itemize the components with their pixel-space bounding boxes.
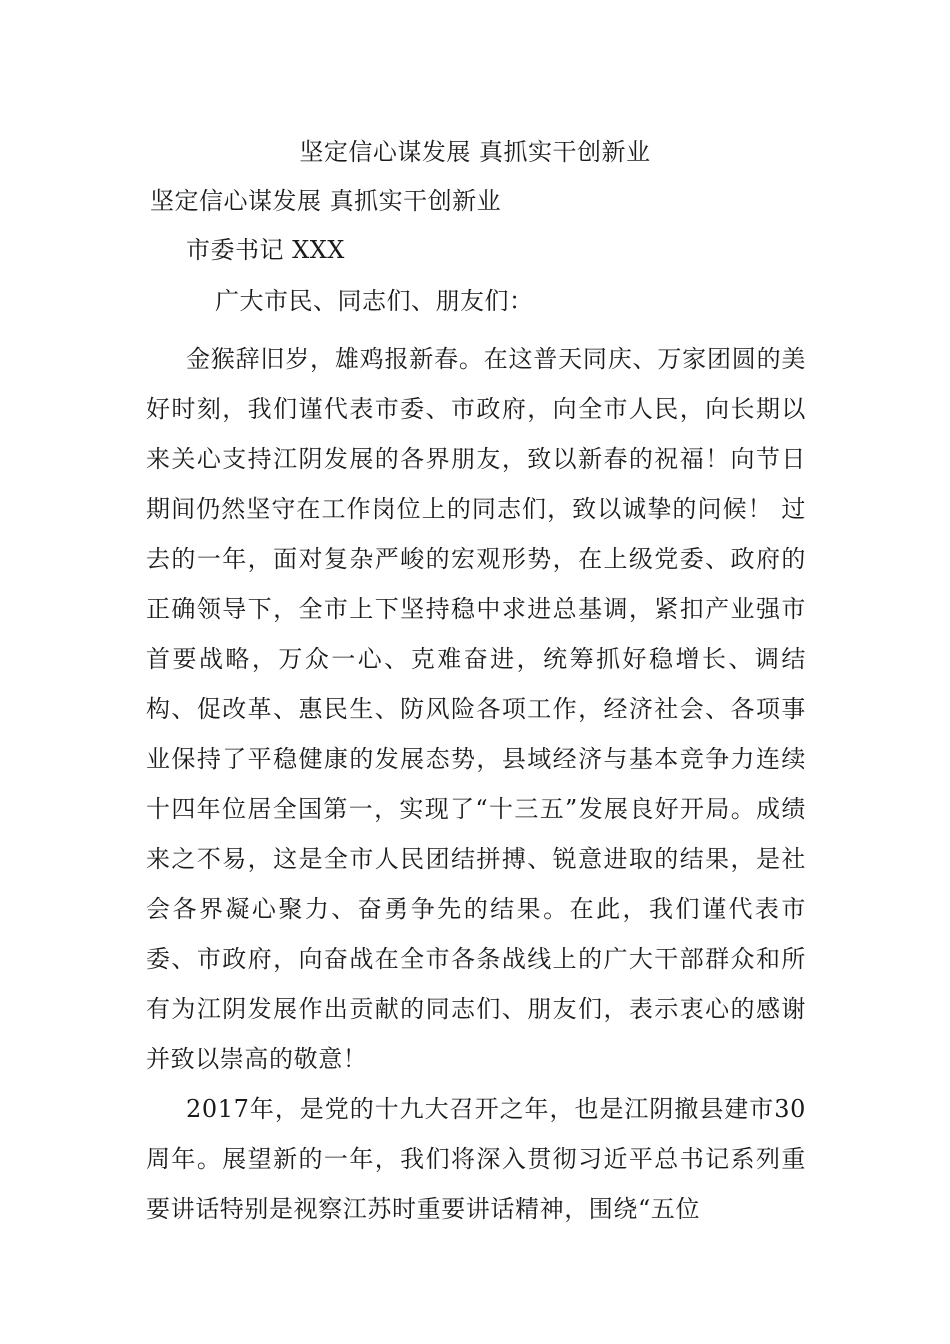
body-text	[146, 334, 806, 1234]
greeting-line: 广大市民、同志们、朋友们：	[215, 287, 534, 315]
document-title: 坚定信心谋发展 真抓实干创新业	[299, 138, 651, 166]
body-paragraph: 2017年，是党的十九大召开之年，也是江阴撤县建市30周年。展望新的一年，我们将深入贯彻习近平总书记系列重要讲话特别是视察江苏时重要讲话精神，围绕“五位	[146, 1095, 806, 1223]
document-subtitle: 坚定信心谋发展 真抓实干创新业	[150, 187, 502, 215]
author-line: 市委书记 XXX	[186, 236, 345, 264]
body-paragraph: 金猴辞旧岁，雄鸡报新春。在这普天同庆、万家团圆的美好时刻，我们谨代表市委、市政府，向全市人民，向长期以来关心支持江阴发展的各界朋友，致以新春的祝福！向节日期间仍然坚守在工作岗位上的同志们，致以诚挚的问候！ 过去的一年，面对复杂严峻的宏观形势，在上级党委、政府的正确领导下，全市上下坚持稳中求进总基调，紧扣产业强市首要战略，万众一心、克难奋进，统筹抓好稳增长、调结构、促改革、惠民生、防风险各项工作，经济社会、各项事业保持了平稳健康的发展态势，县域经济与基本竞争力连续十四年位居全国第一，实现了“十三五”发展良好开局。成绩来之不易，这是全市人民团结拼搏、锐意进取的结果，是社会各界凝心聚力、奋勇争先的结果。在此，我们谨代表市委、市政府，向奋战在全市各条战线上的广大干部群众和所有为江阴发展作出贡献的同志们、朋友们，表示衷心的感谢并致以崇高的敬意！	[146, 345, 806, 1073]
